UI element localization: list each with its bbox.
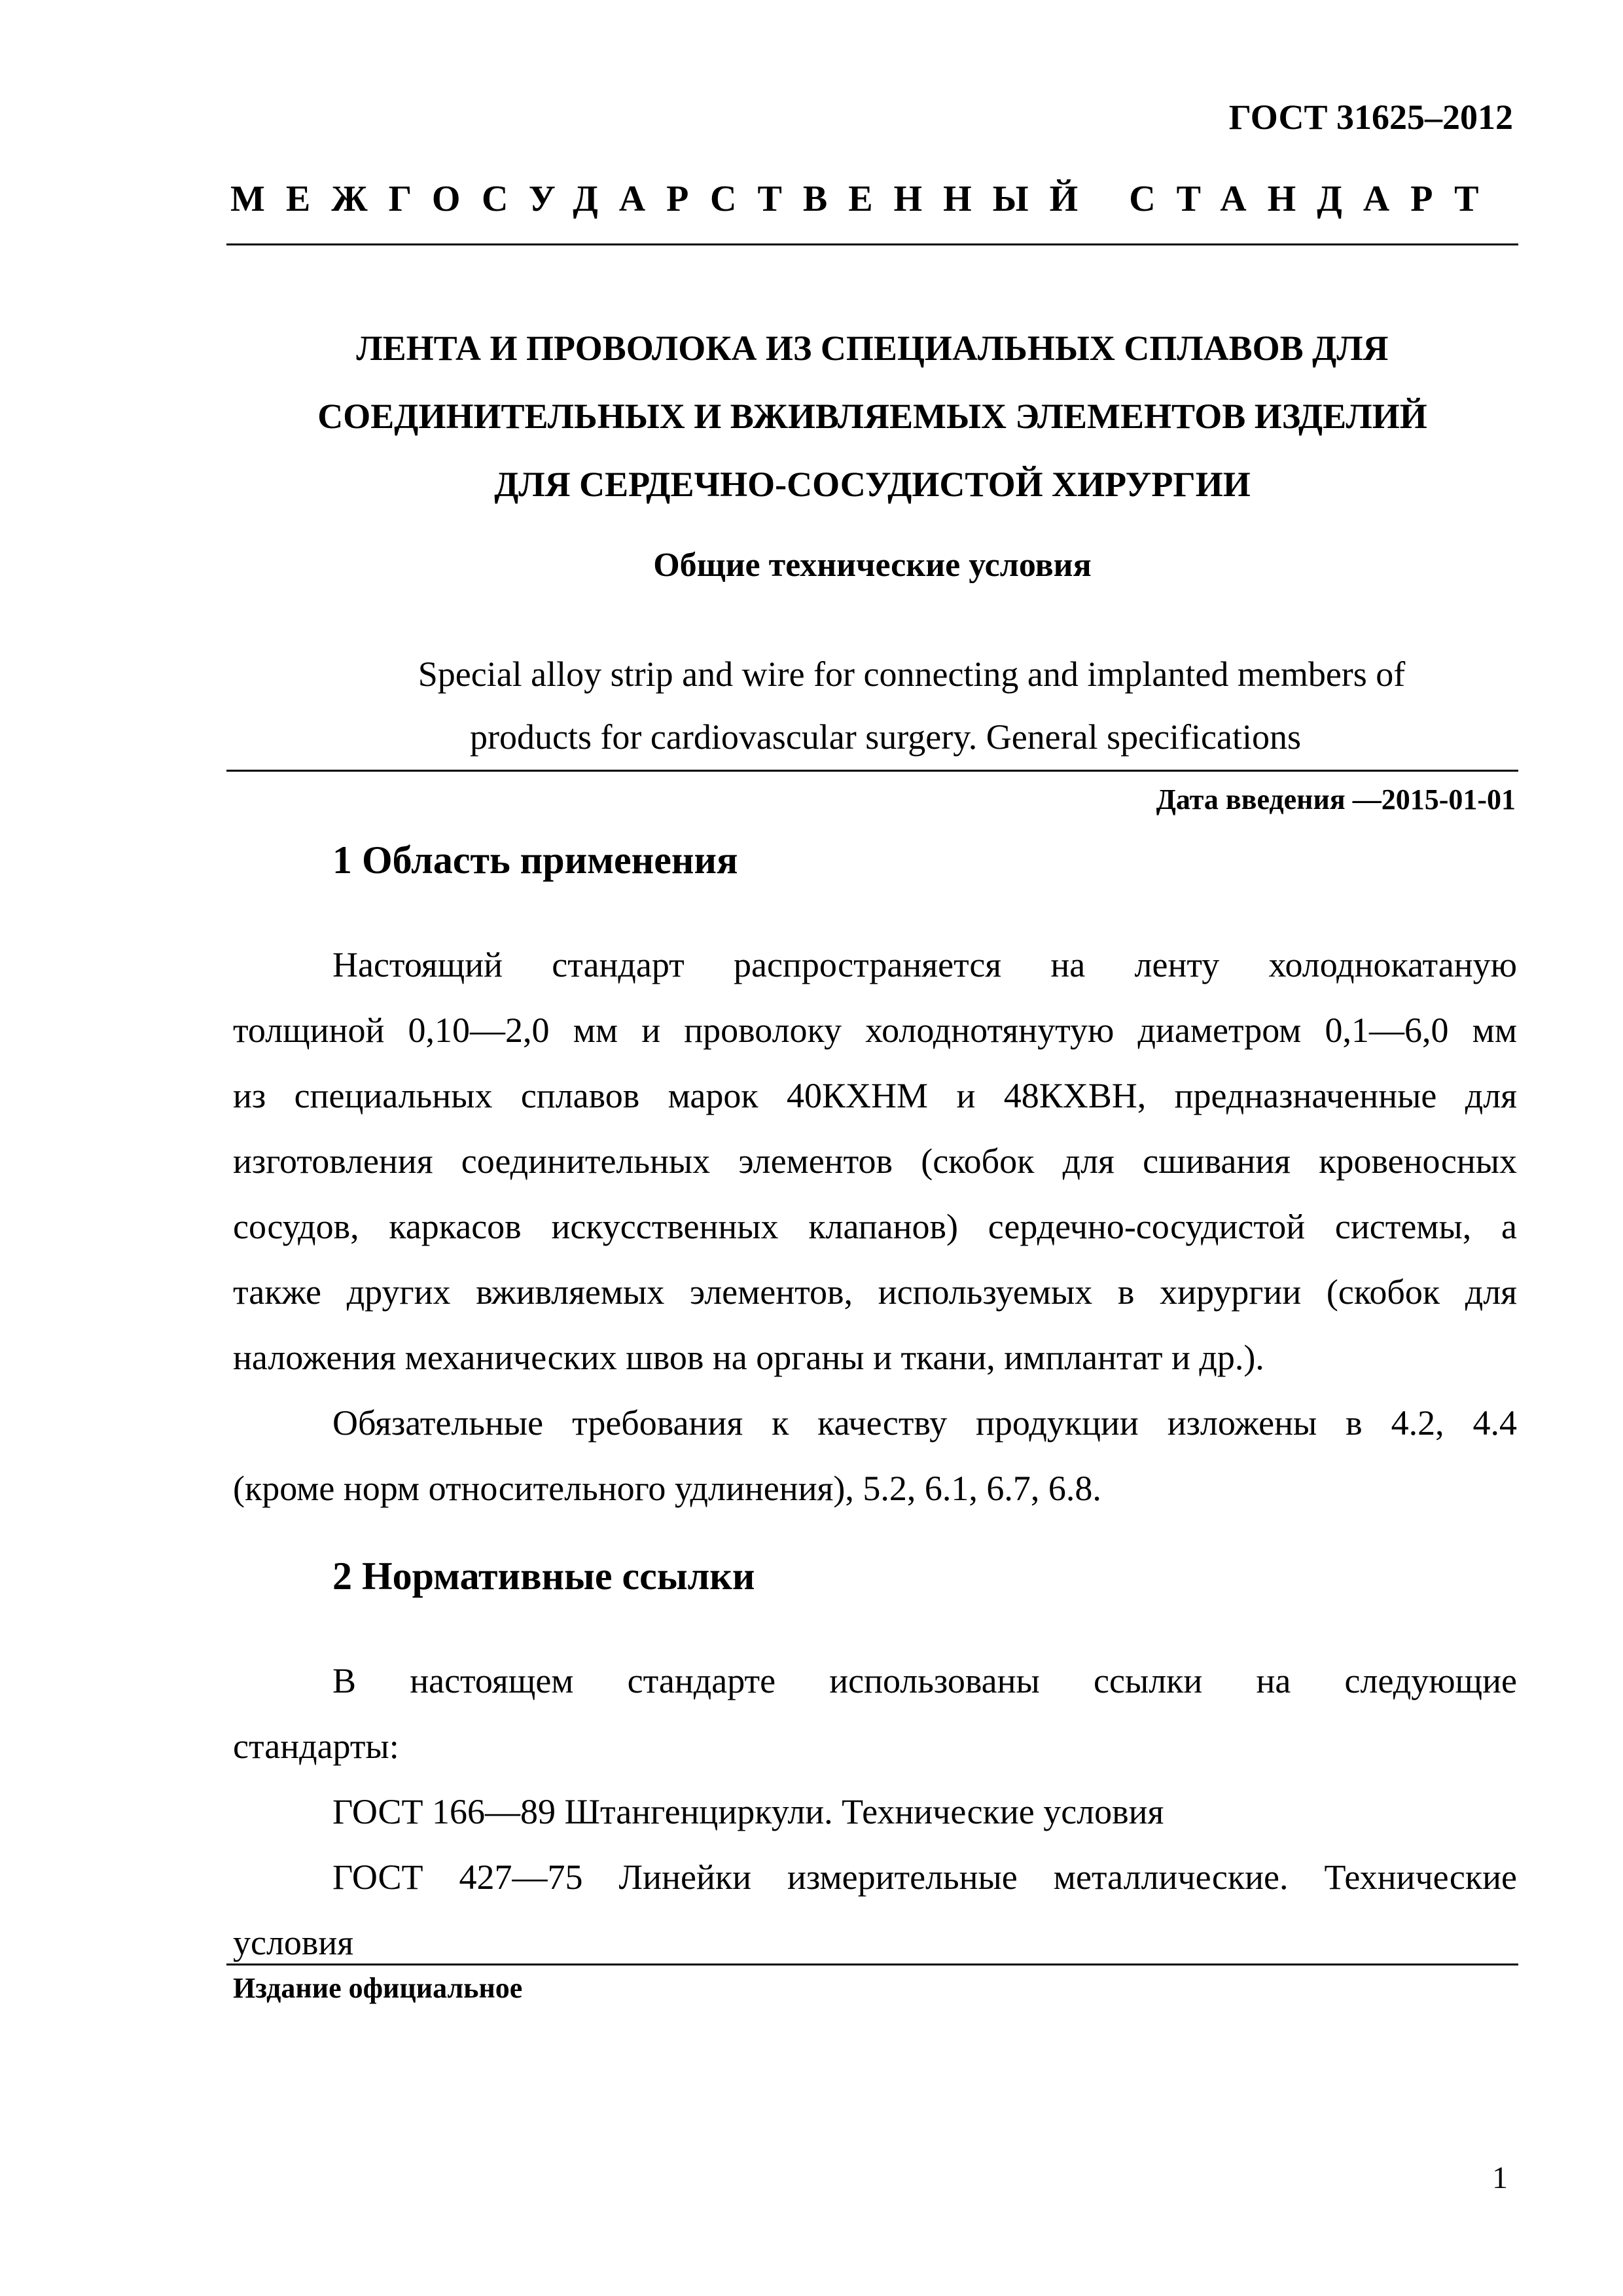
text-line: В настоящем стандарте использованы ссылки на следующие	[332, 1661, 1517, 1700]
reference-gost-427	[233, 1844, 1517, 1975]
section-2-heading: 2 Нормативные ссылки	[332, 1554, 755, 1598]
text-line: также других вживляемых элементов, используемых в хирургии (скобок для	[233, 1272, 1517, 1312]
section-1-paragraph-1	[233, 932, 1517, 1390]
text-line: сосудов, каркасов искусственных клапанов) сердечно-сосудистой системы, а	[233, 1207, 1517, 1246]
text-line: из специальных сплавов марок 40КХНМ и 48КХВН, предназначенные для	[233, 1076, 1517, 1115]
english-title-line: Special alloy strip and wire for connecting and implanted members of	[418, 655, 1406, 694]
title-line: СОЕДИНИТЕЛЬНЫХ И ВЖИВЛЯЕМЫХ ЭЛЕМЕНТОВ ИЗДЕЛИЙ	[317, 397, 1427, 436]
official-edition-label: Издание официальное	[233, 1972, 523, 2004]
title-line: ЛЕНТА И ПРОВОЛОКА ИЗ СПЕЦИАЛЬНЫХ СПЛАВОВ ДЛЯ	[356, 329, 1389, 368]
document-subtitle: Общие технические условия	[653, 547, 1092, 584]
section-1-paragraph-2	[233, 1390, 1517, 1521]
english-title	[226, 643, 1518, 768]
gost-code: ГОСТ 31625–2012	[1228, 98, 1513, 137]
text-line: (кроме норм относительного удлинения), 5.2, 6.1, 6.7, 6.8.	[233, 1469, 1101, 1508]
section-1-heading: 1 Область применения	[332, 838, 738, 882]
text-line: наложения механических швов на органы и ткани, имплантат и др.).	[233, 1338, 1264, 1377]
text-line: ГОСТ 427—75 Линейки измерительные металлические. Технические	[332, 1857, 1517, 1897]
footer-rule	[226, 1964, 1518, 1965]
document-title	[226, 314, 1518, 518]
text-line: толщиной 0,10—2,0 мм и проволоку холоднотянутую диаметром 0,1—6,0 мм	[233, 1011, 1517, 1050]
title-line: ДЛЯ СЕРДЕЧНО-СОСУДИСТОЙ ХИРУРГИИ	[494, 465, 1251, 504]
text-line: Обязательные требования к качеству продукции изложены в 4.2, 4.4	[332, 1403, 1517, 1443]
text-line: Настоящий стандарт распространяется на ленту холоднокатаную	[332, 945, 1517, 984]
header-rule	[226, 243, 1518, 245]
title-rule	[226, 770, 1518, 772]
page-number: 1	[1492, 2161, 1508, 2195]
text-line: условия	[233, 1923, 354, 1962]
english-title-line: products for cardiovascular surgery. General specifications	[469, 717, 1301, 757]
introduction-date: Дата введения —2015-01-01	[1156, 783, 1516, 816]
reference-gost-166	[233, 1779, 1517, 1844]
section-2-paragraph-1	[233, 1648, 1517, 1779]
text-line: ГОСТ 166—89 Штангенциркули. Технические условия	[332, 1792, 1164, 1831]
text-line: изготовления соединительных элементов (скобок для сшивания кровеносных	[233, 1141, 1517, 1181]
interstate-standard-label: МЕЖГОСУДАРСТВЕННЫЙ СТАНДАРТ	[230, 179, 1500, 219]
text-line: стандарты:	[233, 1727, 399, 1766]
